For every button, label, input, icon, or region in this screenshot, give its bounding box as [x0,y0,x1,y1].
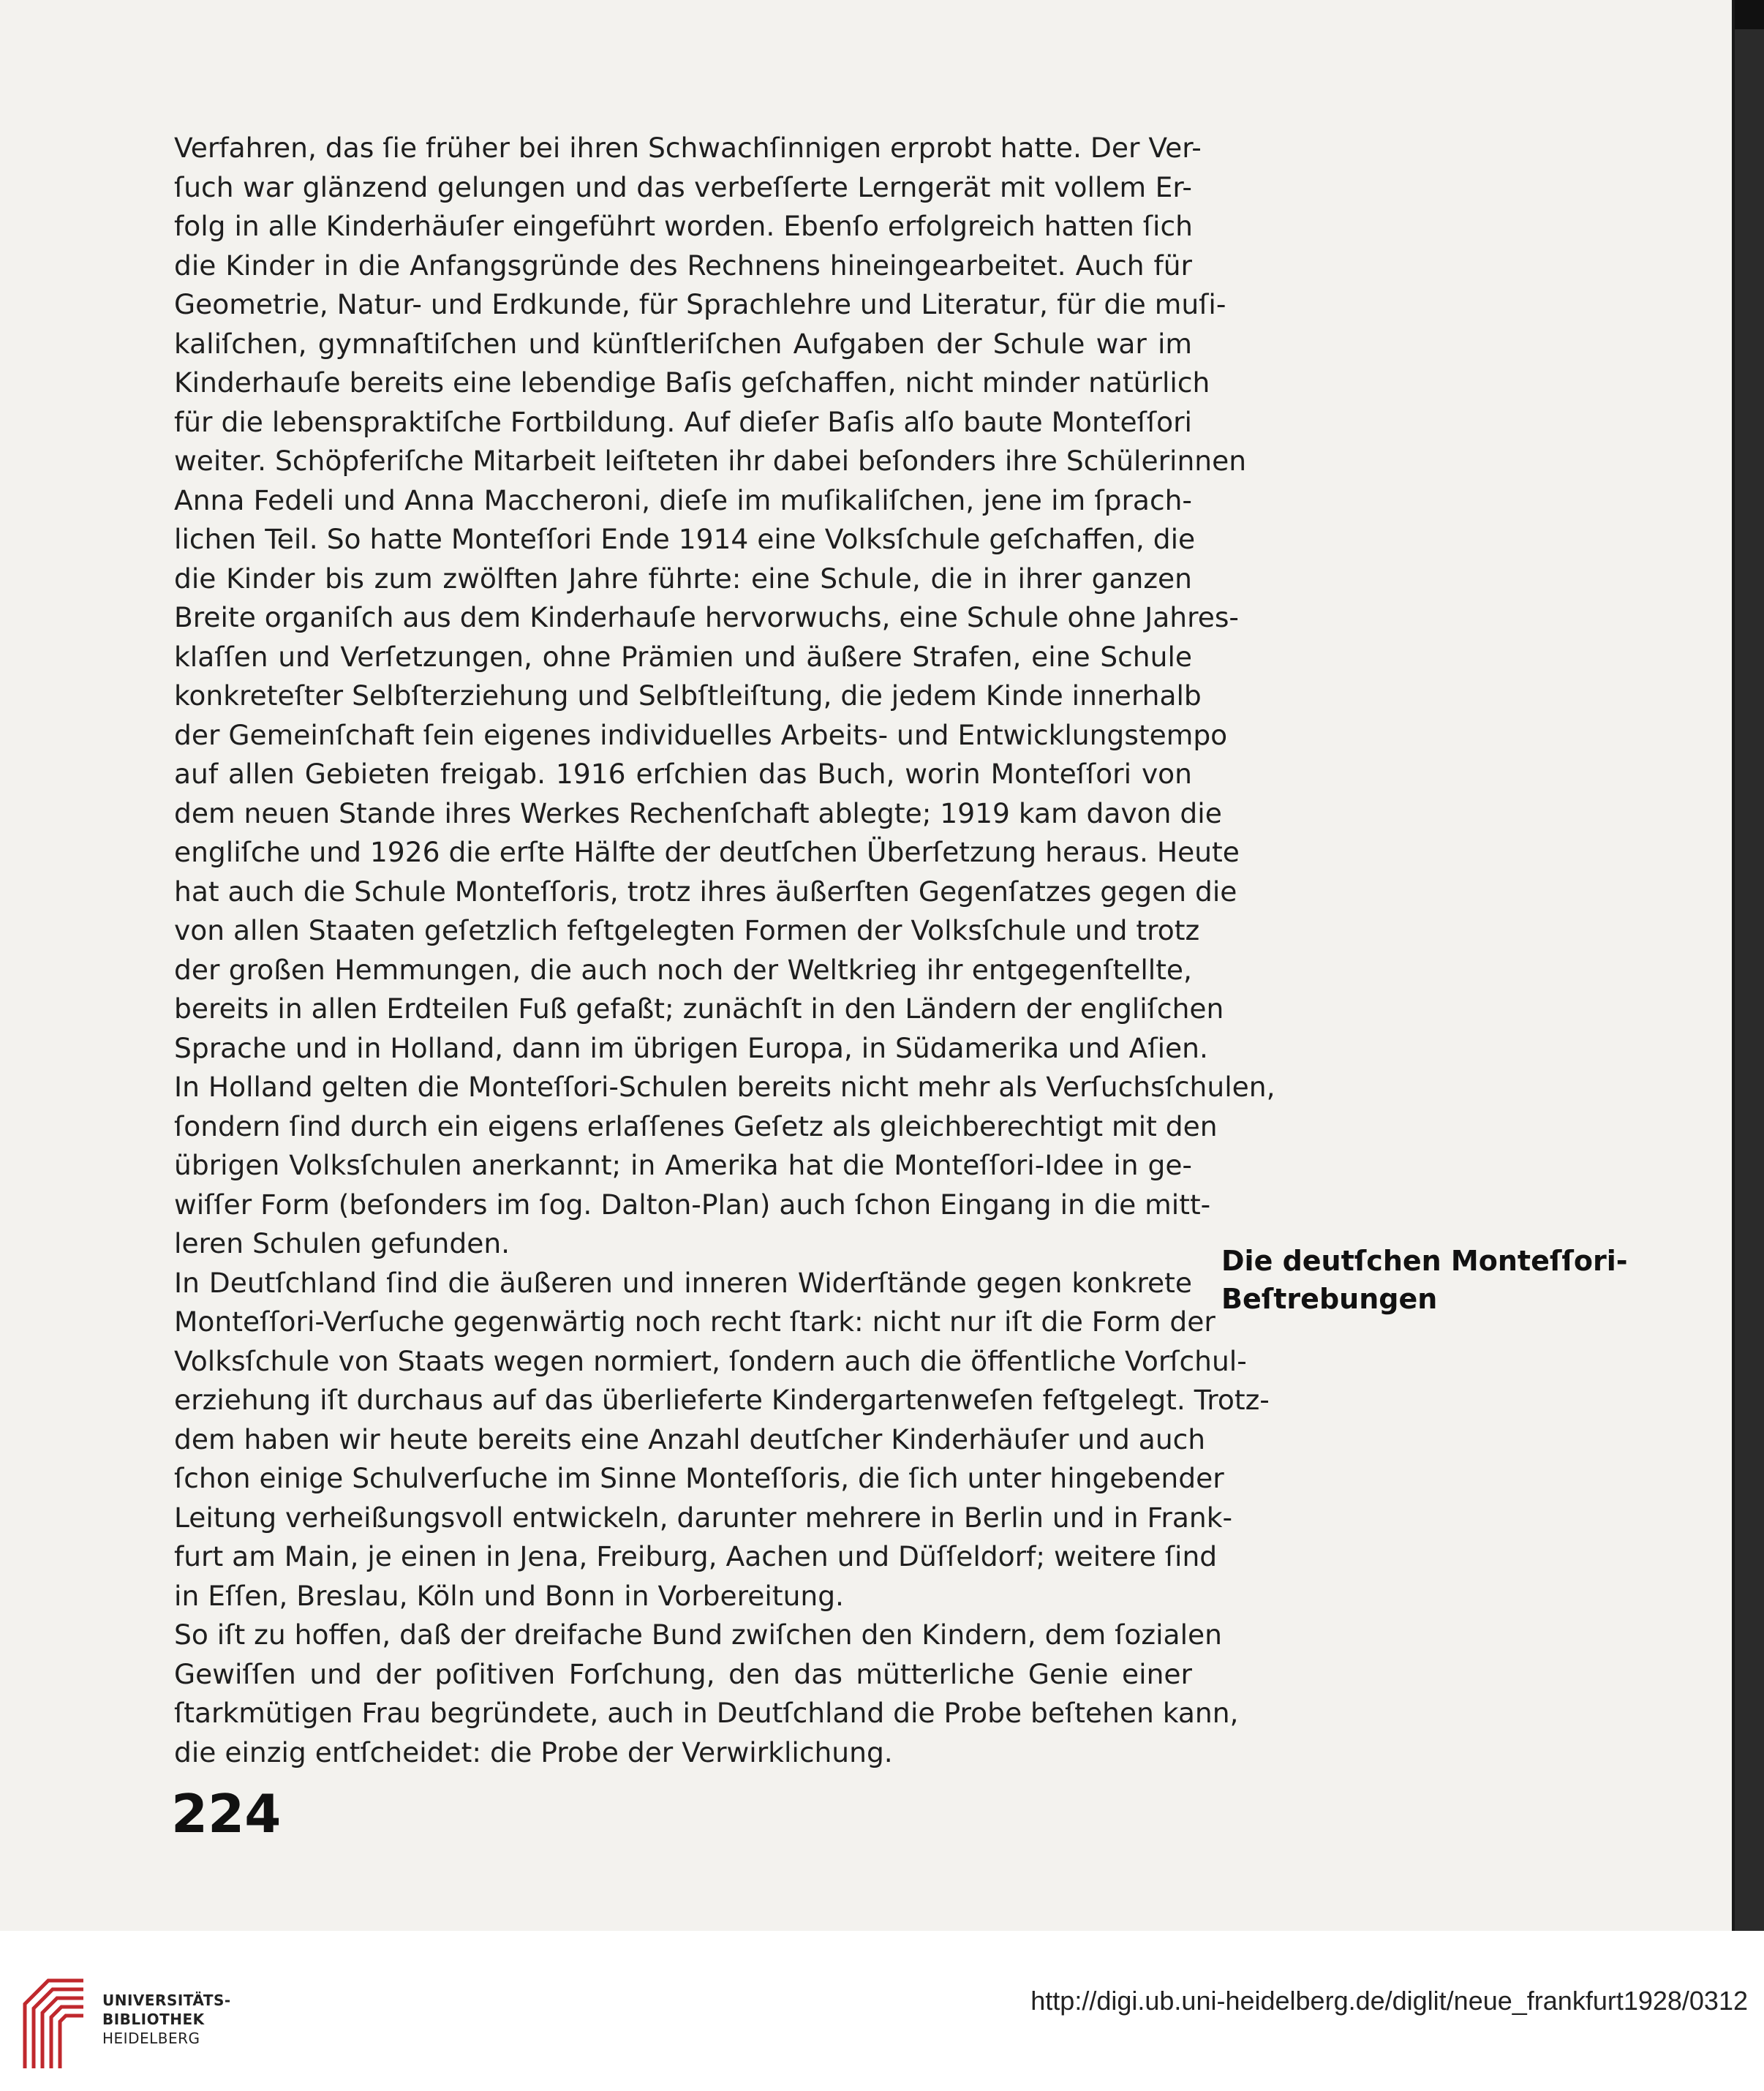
body-line: So iſt zu hoffen, daß der dreifache Bund zwiſchen den Kindern, dem ſozialen [174,1619,1222,1651]
body-line: Volksſchule von Staats wegen normiert, ſondern auch die öffentliche Vorſchul- [174,1344,1247,1377]
body-line: folg in alle Kinderhäuſer eingeführt worden. Ebenſo erfolgreich hatten ſich [174,210,1193,242]
body-line: übrigen Volksſchulen anerkannt; in Amerika hat die Monteſſori-Idee in ge- [174,1149,1192,1181]
body-line: ſondern ſind durch ein eigens erlaſſenes Geſetz als gleichberechtigt mit den [174,1109,1218,1142]
book-edge [1735,0,1764,1931]
margin-heading-line: Die deutſchen Monteſſori- [1221,1245,1628,1277]
body-line: klaſſen und Verſetzungen, ohne Prämien und äußere Strafen, eine Schule [174,640,1192,673]
body-line: in Eſſen, Breslau, Köln und Bonn in Vorbereitung. [174,1579,845,1612]
body-line: ſuch war glänzend gelungen und das verbeſſerte Lerngerät mit vollem Er- [174,170,1192,203]
library-name-line: HEIDELBERG [102,2030,200,2047]
body-line: die einzig entſcheidet: die Probe der Verwirklichung. [174,1736,893,1768]
body-line: Kinderhauſe bereits eine lebendige Baſis geſchaffen, nicht minder natürlich [174,366,1210,399]
article-body [174,129,1275,1772]
body-line: der großen Hemmungen, die auch noch der Weltkrieg ihr entgegenſtellte, [174,953,1192,986]
body-line: ſchon einige Schulverſuche im Sinne Monteſſoris, die ſich unter hingebender [174,1462,1224,1494]
body-line: Sprache und in Holland, dann im übrigen Europa, in Südamerika und Aſien. [174,1031,1208,1064]
body-line: die Kinder in die Anfangsgründe des Rechnens hineingearbeitet. Auch für [174,249,1192,282]
body-line: Verfahren, das ſie früher bei ihren Schwachſinnigen erprobt hatte. Der Ver- [174,132,1202,164]
body-line: In Deutſchland ſind die äußeren und inneren Widerſtände gegen konkrete [174,1266,1192,1299]
body-line: hat auch die Schule Monteſſoris, trotz ihres äußerſten Gegenſatzes gegen die [174,875,1237,908]
body-line: Geometrie, Natur- und Erdkunde, für Sprachlehre und Literatur, für die muſi- [174,288,1226,320]
body-line: dem neuen Stande ihres Werkes Rechenſchaft ablegte; 1919 kam davon die [174,796,1222,829]
body-line: konkreteſter Selbſterziehung und Selbſtleiſtung, die jedem Kinde innerhalb [174,679,1202,712]
body-line: Gewiſſen und der poſitiven Forſchung, den das mütterliche Genie einer [174,1657,1192,1690]
body-line: für die lebenspraktiſche Fortbildung. Auf dieſer Baſis alſo baute Monteſſori [174,405,1192,438]
margin-heading [1221,1242,1748,1318]
body-line: kaliſchen, gymnaſtiſchen und künſtleriſchen Aufgaben der Schule war im [174,327,1192,360]
body-line: Monteſſori-Verſuche gegenwärtig noch recht ſtark: nicht nur iſt die Form der [174,1306,1215,1338]
book-edge-corner [1735,0,1764,29]
body-line: In Holland gelten die Monteſſori-Schulen bereits nicht mehr als Verſuchsſchulen, [174,1071,1275,1103]
body-line: Anna Fedeli und Anna Maccheroni, dieſe im muſikaliſchen, jene im ſprach- [174,483,1192,516]
body-line: lichen Teil. So hatte Monteſſori Ende 1914 eine Volksſchule geſchaffen, die [174,523,1196,555]
body-line: ſtarkmütigen Frau begründete, auch in Deutſchland die Probe beſtehen kann, [174,1697,1239,1729]
body-line: engliſche und 1926 die erſte Hälfte der deutſchen Überſetzung heraus. Heute [174,836,1240,868]
body-line: auf allen Gebieten freigab. 1916 erſchien das Buch, worin Monteſſori von [174,758,1192,790]
source-url-link[interactable]: http://digi.ub.uni-heidelberg.de/diglit/neue_frankfurt1928/0312 [1030,1986,1748,2016]
body-line: von allen Staaten geſetzlich feſtgelegten Formen der Volksſchule und trotz [174,914,1200,946]
library-name-line: UNIVERSITÄTS- [102,1992,231,2009]
margin-heading-line: Beſtrebungen [1221,1283,1438,1315]
body-line: weiter. Schöpferiſche Mitarbeit leiſteten ihr dabei beſonders ihre Schülerinnen [174,445,1247,477]
body-line: Breite organiſch aus dem Kinderhauſe hervorwuchs, eine Schule ohne Jahres- [174,601,1239,633]
body-line: erziehung iſt durchaus auf das überlieferte Kindergartenweſen feſtgelegt. Trotz- [174,1384,1270,1416]
page-number: 224 [171,1783,282,1845]
body-line: furt am Main, je einen in Jena, Freiburg, Aachen und Düſſeldorf; weitere ſind [174,1540,1218,1572]
body-line: Leitung verheißungsvoll entwickeln, darunter mehrere in Berlin und in Frank- [174,1501,1233,1534]
university-library-logo-icon [19,1975,89,2074]
library-name [102,1991,231,2048]
body-line: wiſſer Form (beſonders im ſog. Dalton-Plan) auch ſchon Eingang in die mitt- [174,1188,1211,1221]
body-line: der Gemeinſchaft ſein eigenes individuelles Arbeits- und Entwicklungstempo [174,718,1228,751]
body-line: die Kinder bis zum zwölften Jahre führte: eine Schule, die in ihrer ganzen [174,562,1192,595]
body-line: leren Schulen gefunden. [174,1227,510,1259]
body-line: dem haben wir heute bereits eine Anzahl deutſcher Kinderhäuſer und auch [174,1423,1206,1455]
body-line: bereits in allen Erdteilen Fuß gefaßt; zunächſt in den Ländern der engliſchen [174,992,1224,1025]
library-name-line: BIBLIOTHEK [102,2011,205,2028]
